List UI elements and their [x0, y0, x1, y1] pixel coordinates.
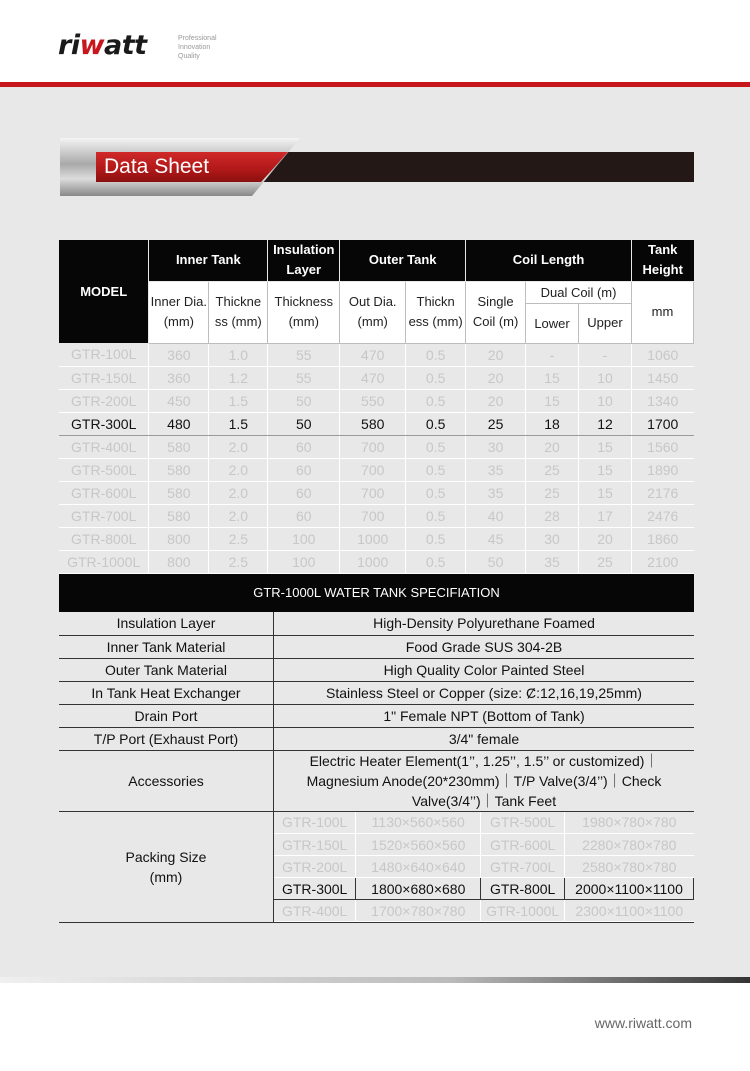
value-cell: 360 [149, 366, 209, 389]
value-cell: 100 [268, 550, 340, 573]
spec-table [59, 240, 694, 574]
value-cell: 60 [268, 481, 340, 504]
value-cell: 25 [526, 481, 579, 504]
packing-model-cell: GTR-400L [274, 900, 356, 922]
packing-size-cell: 1130×560×560 [356, 812, 481, 834]
value-cell: 25 [526, 458, 579, 481]
packing-label: Packing Size (mm) [59, 811, 274, 923]
packing-model-cell: GTR-200L [274, 856, 356, 878]
value-cell: 1890 [631, 458, 693, 481]
value-cell: 360 [149, 343, 209, 366]
value-cell: 25 [466, 412, 526, 435]
value-cell: 1450 [631, 366, 693, 389]
header-height-unit: mm [631, 281, 693, 343]
value-cell: 550 [340, 389, 406, 412]
value-cell: 0.5 [406, 412, 466, 435]
value-cell: 580 [149, 481, 209, 504]
value-cell: 1.5 [209, 412, 268, 435]
value-cell: 1.0 [209, 343, 268, 366]
value-cell: 1000 [340, 550, 406, 573]
model-cell: GTR-600L [59, 481, 149, 504]
table-row [59, 504, 694, 527]
packing-model-cell: GTR-600L [481, 834, 565, 856]
value-cell: 50 [268, 389, 340, 412]
packing-size-cell: 1480×640×640 [356, 856, 481, 878]
model-cell: GTR-100L [59, 343, 149, 366]
value-cell: 2.0 [209, 504, 268, 527]
header-out-thickness: Thickn ess (mm) [406, 281, 466, 343]
value-cell: 1.2 [209, 366, 268, 389]
packing-size-cell: 1520×560×560 [356, 834, 481, 856]
model-cell: GTR-400L [59, 435, 149, 458]
value-cell: 700 [340, 458, 406, 481]
value-cell: 0.5 [406, 527, 466, 550]
value-cell: 580 [149, 435, 209, 458]
brand-tagline: Professional Innovation Quality [178, 35, 217, 60]
table-row [59, 458, 694, 481]
detail-row: In Tank Heat Exchanger Stainless Steel or Copper (size: Ȼ:12,16,19,25mm) [59, 681, 694, 704]
packing-size-row [274, 878, 694, 900]
detail-row: Insulation Layer High-Density Polyurethane Foamed [59, 612, 694, 635]
header-coil-length: Coil Length [466, 240, 632, 281]
value-cell: 35 [466, 458, 526, 481]
detail-row: Accessories Electric Heater Element(1’’, 1.25’’, 1.5’’ or customized)｜Magnesium Anode(20*230mm)｜T/P Valve(3/4’’)｜Check Valve(3/4’’)｜Tank Feet [59, 750, 694, 811]
details-table [59, 612, 694, 923]
packing-size-cell: 2280×780×780 [565, 834, 694, 856]
model-cell: GTR-300L [59, 412, 149, 435]
packing-model-cell: GTR-700L [481, 856, 565, 878]
website-link[interactable]: www.riwatt.com [594, 1015, 692, 1031]
header-dual-coil-group [526, 281, 632, 343]
header [0, 0, 750, 82]
value-cell: 700 [340, 481, 406, 504]
value-cell: 20 [466, 389, 526, 412]
table-row [59, 389, 694, 412]
packing-size-cell: 1980×780×780 [565, 812, 694, 834]
footer-gradient-bar [0, 977, 750, 983]
packing-size-cell: 2000×1100×1100 [565, 878, 694, 900]
header-out-dia: Out Dia. (mm) [340, 281, 406, 343]
header-tank-height: Tank Height [631, 240, 693, 281]
value-cell: 10 [579, 389, 632, 412]
value-cell: 60 [268, 458, 340, 481]
value-cell: 0.5 [406, 366, 466, 389]
value-cell: 1000 [340, 527, 406, 550]
value-cell: 1700 [631, 412, 693, 435]
value-cell: 580 [149, 504, 209, 527]
value-cell: 470 [340, 343, 406, 366]
packing-model-cell: GTR-500L [481, 812, 565, 834]
value-cell: 25 [579, 550, 632, 573]
detail-row: Outer Tank Material High Quality Color Painted Steel [59, 658, 694, 681]
packing-size-row [274, 812, 694, 834]
value-cell: 50 [268, 412, 340, 435]
spec-section-title: GTR-1000L WATER TANK SPECIFIATION [59, 574, 694, 612]
packing-size-row [274, 856, 694, 878]
model-cell: GTR-700L [59, 504, 149, 527]
value-cell: 60 [268, 435, 340, 458]
packing-size-row [274, 900, 694, 922]
value-cell: 15 [526, 366, 579, 389]
model-cell: GTR-500L [59, 458, 149, 481]
header-insulation-thickness: Thickness (mm) [268, 281, 340, 343]
packing-size-row [274, 834, 694, 856]
value-cell: - [579, 343, 632, 366]
value-cell: 35 [466, 481, 526, 504]
value-cell: 2.5 [209, 527, 268, 550]
value-cell: 450 [149, 389, 209, 412]
value-cell: 1.5 [209, 389, 268, 412]
table-row [59, 435, 694, 458]
value-cell: - [526, 343, 579, 366]
header-model: MODEL [59, 240, 149, 343]
value-cell: 2100 [631, 550, 693, 573]
table-row [59, 343, 694, 366]
packing-model-cell: GTR-800L [481, 878, 565, 900]
value-cell: 45 [466, 527, 526, 550]
value-cell: 480 [149, 412, 209, 435]
model-cell: GTR-1000L [59, 550, 149, 573]
value-cell: 580 [340, 412, 406, 435]
banner-dark-bar [240, 152, 694, 182]
value-cell: 15 [526, 389, 579, 412]
value-cell: 700 [340, 435, 406, 458]
value-cell: 28 [526, 504, 579, 527]
page-title: Data Sheet [104, 155, 210, 178]
value-cell: 30 [466, 435, 526, 458]
value-cell: 50 [466, 550, 526, 573]
value-cell: 2476 [631, 504, 693, 527]
value-cell: 17 [579, 504, 632, 527]
packing-size-cell: 1700×780×780 [356, 900, 481, 922]
packing-size-cell: 2580×780×780 [565, 856, 694, 878]
table-row [59, 550, 694, 573]
table-row [59, 527, 694, 550]
header-insulation: Insulation Layer [268, 240, 340, 281]
detail-row: Drain Port 1" Female NPT (Bottom of Tank) [59, 704, 694, 727]
packing-model-cell: GTR-100L [274, 812, 356, 834]
value-cell: 470 [340, 366, 406, 389]
value-cell: 2.5 [209, 550, 268, 573]
header-inner-tank: Inner Tank [149, 240, 268, 281]
value-cell: 0.5 [406, 481, 466, 504]
header-lower: Lower [526, 304, 579, 343]
value-cell: 40 [466, 504, 526, 527]
header-inner-dia: Inner Dia. (mm) [149, 281, 209, 343]
value-cell: 1060 [631, 343, 693, 366]
value-cell: 0.5 [406, 389, 466, 412]
data-sheet-banner [60, 138, 694, 196]
header-single-coil: Single Coil (m) [466, 281, 526, 343]
value-cell: 2176 [631, 481, 693, 504]
value-cell: 20 [466, 366, 526, 389]
value-cell: 1560 [631, 435, 693, 458]
value-cell: 1340 [631, 389, 693, 412]
packing-model-cell: GTR-1000L [481, 900, 565, 922]
value-cell: 800 [149, 527, 209, 550]
value-cell: 0.5 [406, 504, 466, 527]
packing-rows [274, 812, 694, 922]
packing-row [59, 811, 694, 923]
value-cell: 15 [579, 435, 632, 458]
value-cell: 0.5 [406, 343, 466, 366]
value-cell: 15 [579, 458, 632, 481]
value-cell: 20 [466, 343, 526, 366]
value-cell: 20 [579, 527, 632, 550]
value-cell: 15 [579, 481, 632, 504]
detail-row: Inner Tank Material Food Grade SUS 304-2B [59, 635, 694, 658]
brand-logo[interactable]: riwatt [58, 30, 147, 61]
value-cell: 1860 [631, 527, 693, 550]
value-cell: 800 [149, 550, 209, 573]
table-row [59, 412, 694, 435]
value-cell: 2.0 [209, 435, 268, 458]
value-cell: 580 [149, 458, 209, 481]
header-dual-coil: Dual Coil (m) [526, 282, 631, 304]
value-cell: 35 [526, 550, 579, 573]
value-cell: 55 [268, 366, 340, 389]
value-cell: 55 [268, 343, 340, 366]
header-inner-thickness: Thickne ss (mm) [209, 281, 268, 343]
value-cell: 2.0 [209, 458, 268, 481]
value-cell: 2.0 [209, 481, 268, 504]
value-cell: 10 [579, 366, 632, 389]
spec-rows [59, 343, 694, 573]
packing-model-cell: GTR-150L [274, 834, 356, 856]
model-cell: GTR-150L [59, 366, 149, 389]
table-row [59, 481, 694, 504]
value-cell: 0.5 [406, 458, 466, 481]
packing-size-cell: 2300×1100×1100 [565, 900, 694, 922]
value-cell: 30 [526, 527, 579, 550]
packing-model-cell: GTR-300L [274, 878, 356, 900]
value-cell: 0.5 [406, 550, 466, 573]
value-cell: 700 [340, 504, 406, 527]
table-row [59, 366, 694, 389]
header-upper: Upper [587, 315, 623, 330]
packing-size-cell: 1800×680×680 [356, 878, 481, 900]
value-cell: 20 [526, 435, 579, 458]
value-cell: 100 [268, 527, 340, 550]
model-cell: GTR-800L [59, 527, 149, 550]
header-outer-tank: Outer Tank [340, 240, 466, 281]
value-cell: 0.5 [406, 435, 466, 458]
value-cell: 60 [268, 504, 340, 527]
value-cell: 18 [526, 412, 579, 435]
model-cell: GTR-200L [59, 389, 149, 412]
detail-row: T/P Port (Exhaust Port) 3/4" female [59, 727, 694, 750]
packing-table [274, 812, 694, 923]
value-cell: 12 [579, 412, 632, 435]
